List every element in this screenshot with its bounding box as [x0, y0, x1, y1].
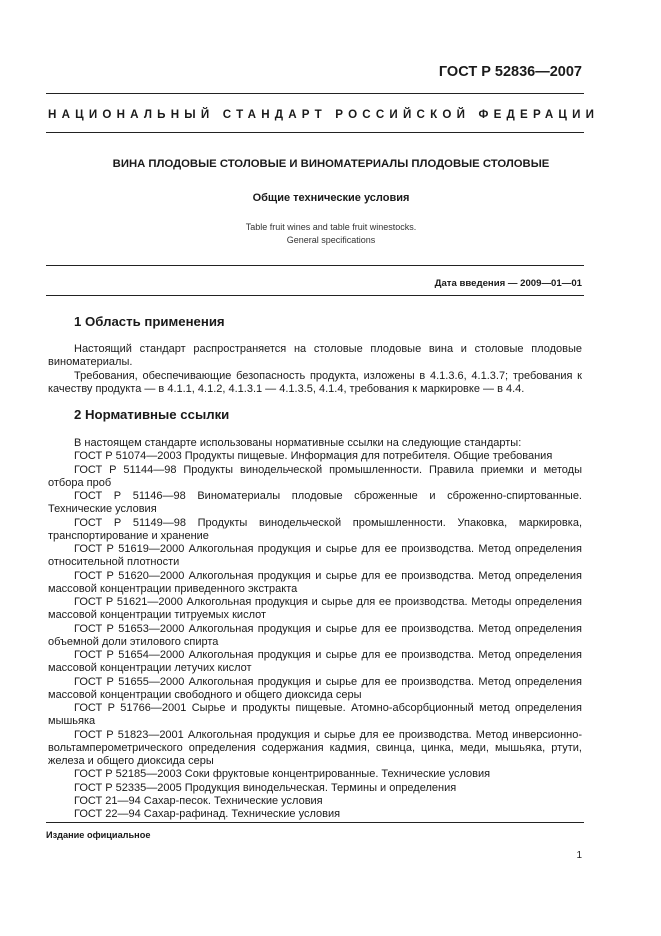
page-number: 1: [576, 850, 582, 861]
header-rule: [46, 93, 584, 94]
reference-item: ГОСТ Р 52335—2005 Продукция винодельческая. Термины и определения: [74, 781, 457, 794]
reference-item: ГОСТ Р 52185—2003 Соки фруктовые концентрированные. Технические условия: [74, 768, 491, 781]
national-standard-banner: НАЦИОНАЛЬНЫЙ СТАНДАРТ РОССИЙСКОЙ ФЕДЕРАЦИИ: [48, 108, 600, 121]
section-1-paragraph: Требования, обеспечивающие безопасность продукта, изложены в 4.1.3.6, 4.1.3.7; требования к качеству продукта — в 4.1.1, 4.1.2, 4.1.3.1 — 4.1.3.5, 4.1.4, требования к маркировке — в 4.4.: [48, 369, 582, 395]
document-code: ГОСТ Р 52836—2007: [438, 64, 582, 80]
reference-item: ГОСТ 21—94 Сахар-песок. Технические условия: [74, 794, 323, 807]
english-title-line2: General specifications: [286, 235, 376, 245]
banner-rule: [46, 132, 584, 133]
reference-item: ГОСТ Р 51654—2000 Алкогольная продукция и сырье для ее производства. Метод определения массовой концентрации летучих кислот: [48, 649, 582, 675]
section-2-heading: 2 Нормативные ссылки: [74, 407, 230, 422]
document-title: ВИНА ПЛОДОВЫЕ СТОЛОВЫЕ И ВИНОМАТЕРИАЛЫ ПЛОДОВЫЕ СТОЛОВЫЕ: [112, 158, 550, 170]
reference-item: ГОСТ Р 51620—2000 Алкогольная продукция и сырье для ее производства. Метод определения массовой концентрации приведенного экстракта: [48, 569, 582, 595]
document-subtitle: Общие технические условия: [252, 192, 410, 204]
reference-item: ГОСТ Р 51621—2000 Алкогольная продукция и сырье для ее производства. Методы определения массовой концентрации титруемых кислот: [48, 596, 582, 622]
section-1-paragraph: Настоящий стандарт распространяется на столовые плодовые вина и столовые плодовые виноматериалы.: [48, 343, 582, 369]
reference-item: ГОСТ Р 51823—2001 Алкогольная продукция и сырье для ее производства. Метод инверсионно-вольтамперометрического определения содержания кадмия, свинца, цинка, меди, мышьяка, ртути, железа и общего диоксида серы: [48, 728, 582, 767]
english-title: [48, 221, 614, 247]
section-1-heading: 1 Область применения: [74, 314, 225, 329]
reference-item: ГОСТ Р 51144—98 Продукты винодельческой промышленности. Правила приемки и методы отбора проб: [48, 463, 582, 489]
introduction-date: Дата введения — 2009—01—01: [434, 278, 582, 289]
references-intro: В настоящем стандарте использованы нормативные ссылки на следующие стандарты:: [74, 437, 522, 449]
english-title-line1: Table fruit wines and table fruit winestocks.: [245, 222, 417, 232]
reference-item: ГОСТ 22—94 Сахар-рафинад. Технические условия: [74, 808, 341, 820]
date-rule: [46, 295, 584, 296]
reference-item: ГОСТ Р 51653—2000 Алкогольная продукция и сырье для ее производства. Метод определения объемной доли этилового спирта: [48, 622, 582, 648]
reference-item: ГОСТ Р 51074—2003 Продукты пищевые. Информация для потребителя. Общие требования: [74, 450, 553, 463]
section-1-body: [48, 343, 582, 396]
reference-item: ГОСТ Р 51766—2001 Сырье и продукты пищевые. Атомно-абсорбционный метод определения мышьяка: [48, 702, 582, 728]
normative-references-list: [48, 437, 582, 821]
reference-item: ГОСТ Р 51655—2000 Алкогольная продукция и сырье для ее производства. Метод определения массовой концентрации свободного и общего диоксида серы: [48, 675, 582, 701]
reference-item: ГОСТ Р 51619—2000 Алкогольная продукция и сырье для ее производства. Метод определения относительной плотности: [48, 543, 582, 569]
edition-note: Издание официальное: [46, 830, 151, 840]
footer-rule: [46, 822, 584, 823]
reference-item: ГОСТ Р 51146—98 Виноматериалы плодовые сброженные и сброженно-спиртованные. Технические условия: [48, 490, 582, 516]
reference-item: ГОСТ Р 51149—98 Продукты винодельческой промышленности. Упаковка, маркировка, транспортирование и хранение: [48, 516, 582, 542]
title-rule: [46, 265, 584, 266]
